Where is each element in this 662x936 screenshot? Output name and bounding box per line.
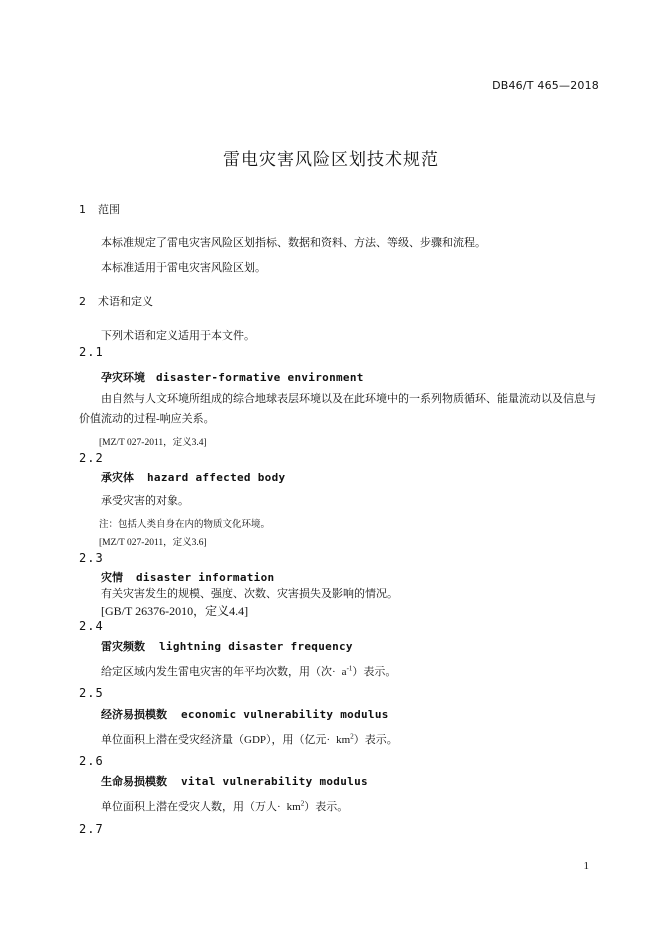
paragraph: 本标准规定了雷电灾害风险区划指标、数据和资料、方法、等级、步骤和流程。 <box>101 237 486 249</box>
paragraph: 本标准适用于雷电灾害风险区划。 <box>101 262 266 274</box>
section-title: 范围 <box>98 203 120 216</box>
section-2-heading <box>79 293 153 309</box>
definition-text: 单位面积上潜在受灾人数，用（万人· <box>101 801 281 813</box>
term-en: lightning disaster frequency <box>159 640 353 653</box>
unit-superscript: 2 <box>350 732 354 741</box>
term-source: [MZ/T 027-2011，定义3.6] <box>99 538 207 548</box>
term-definition <box>101 798 348 814</box>
term-number: 2.5 <box>79 686 104 700</box>
unit-superscript: 2 <box>300 799 305 808</box>
standard-code: DB46/T 465—2018 <box>492 79 599 92</box>
term-source: [GB/T 26376-2010，定义4.4] <box>101 604 249 618</box>
term-en: disaster information <box>136 571 275 584</box>
term-definition: 由自然与人文环境所组成的综合地球表层环境以及在此环境中的一系列物质循环、能量流动以及信息与价值流动的过程-响应关系。 <box>79 393 596 425</box>
term-en: vital vulnerability modulus <box>181 775 368 788</box>
term-note: 注：包括人类自身在内的物质文化环境。 <box>99 520 271 530</box>
section-number: 1 <box>79 203 86 216</box>
definition-text: ）表示。 <box>304 801 349 813</box>
term-heading <box>101 706 389 722</box>
term-heading <box>101 369 364 385</box>
term-zh: 承灾体 <box>101 471 134 484</box>
definition-text: 给定区域内发生雷电灾害的年平均次数，用（次· <box>101 666 336 678</box>
definition-text: ）表示。 <box>352 666 397 678</box>
unit-text: km <box>336 734 351 746</box>
page-title: 雷电灾害风险区划技术规范 <box>223 150 439 170</box>
term-en: hazard affected body <box>147 471 286 484</box>
term-zh: 孕灾环境 <box>101 371 145 384</box>
term-number: 2.2 <box>79 451 104 465</box>
unit-superscript: -1 <box>346 664 353 673</box>
term-heading <box>101 569 274 585</box>
term-zh: 生命易损模数 <box>101 775 167 788</box>
term-number: 2.7 <box>79 822 104 836</box>
term-source: [MZ/T 027-2011，定义3.4] <box>99 438 207 448</box>
term-definition <box>101 731 398 747</box>
term-heading <box>101 773 368 789</box>
term-heading <box>101 638 353 654</box>
term-definition: 有关灾害发生的规模、强度、次数、灾害损失及影响的情况。 <box>101 588 398 600</box>
term-number: 2.4 <box>79 619 104 633</box>
unit-text: km <box>286 801 301 813</box>
term-zh: 雷灾频数 <box>101 640 145 653</box>
term-definition <box>101 663 396 679</box>
page-number: 1 <box>583 860 589 872</box>
term-number: 2.6 <box>79 754 104 768</box>
section-title: 术语和定义 <box>98 295 153 308</box>
term-zh: 经济易损模数 <box>101 708 167 721</box>
term-zh: 灾情 <box>101 571 123 584</box>
term-number: 2.1 <box>79 345 104 359</box>
definition-text: ）表示。 <box>353 734 398 746</box>
section-number: 2 <box>79 295 86 308</box>
term-en: disaster-formative environment <box>156 371 364 384</box>
definition-text: 单位面积上潜在受灾经济量（GDP），用（亿元· <box>101 734 331 746</box>
section-1-heading <box>79 201 120 217</box>
unit-text: a <box>341 666 347 678</box>
term-definition: 承受灾害的对象。 <box>101 495 189 507</box>
paragraph: 下列术语和定义适用于本文件。 <box>101 330 255 342</box>
term-number: 2.3 <box>79 551 104 565</box>
term-en: economic vulnerability modulus <box>181 708 389 721</box>
term-heading <box>101 469 285 485</box>
